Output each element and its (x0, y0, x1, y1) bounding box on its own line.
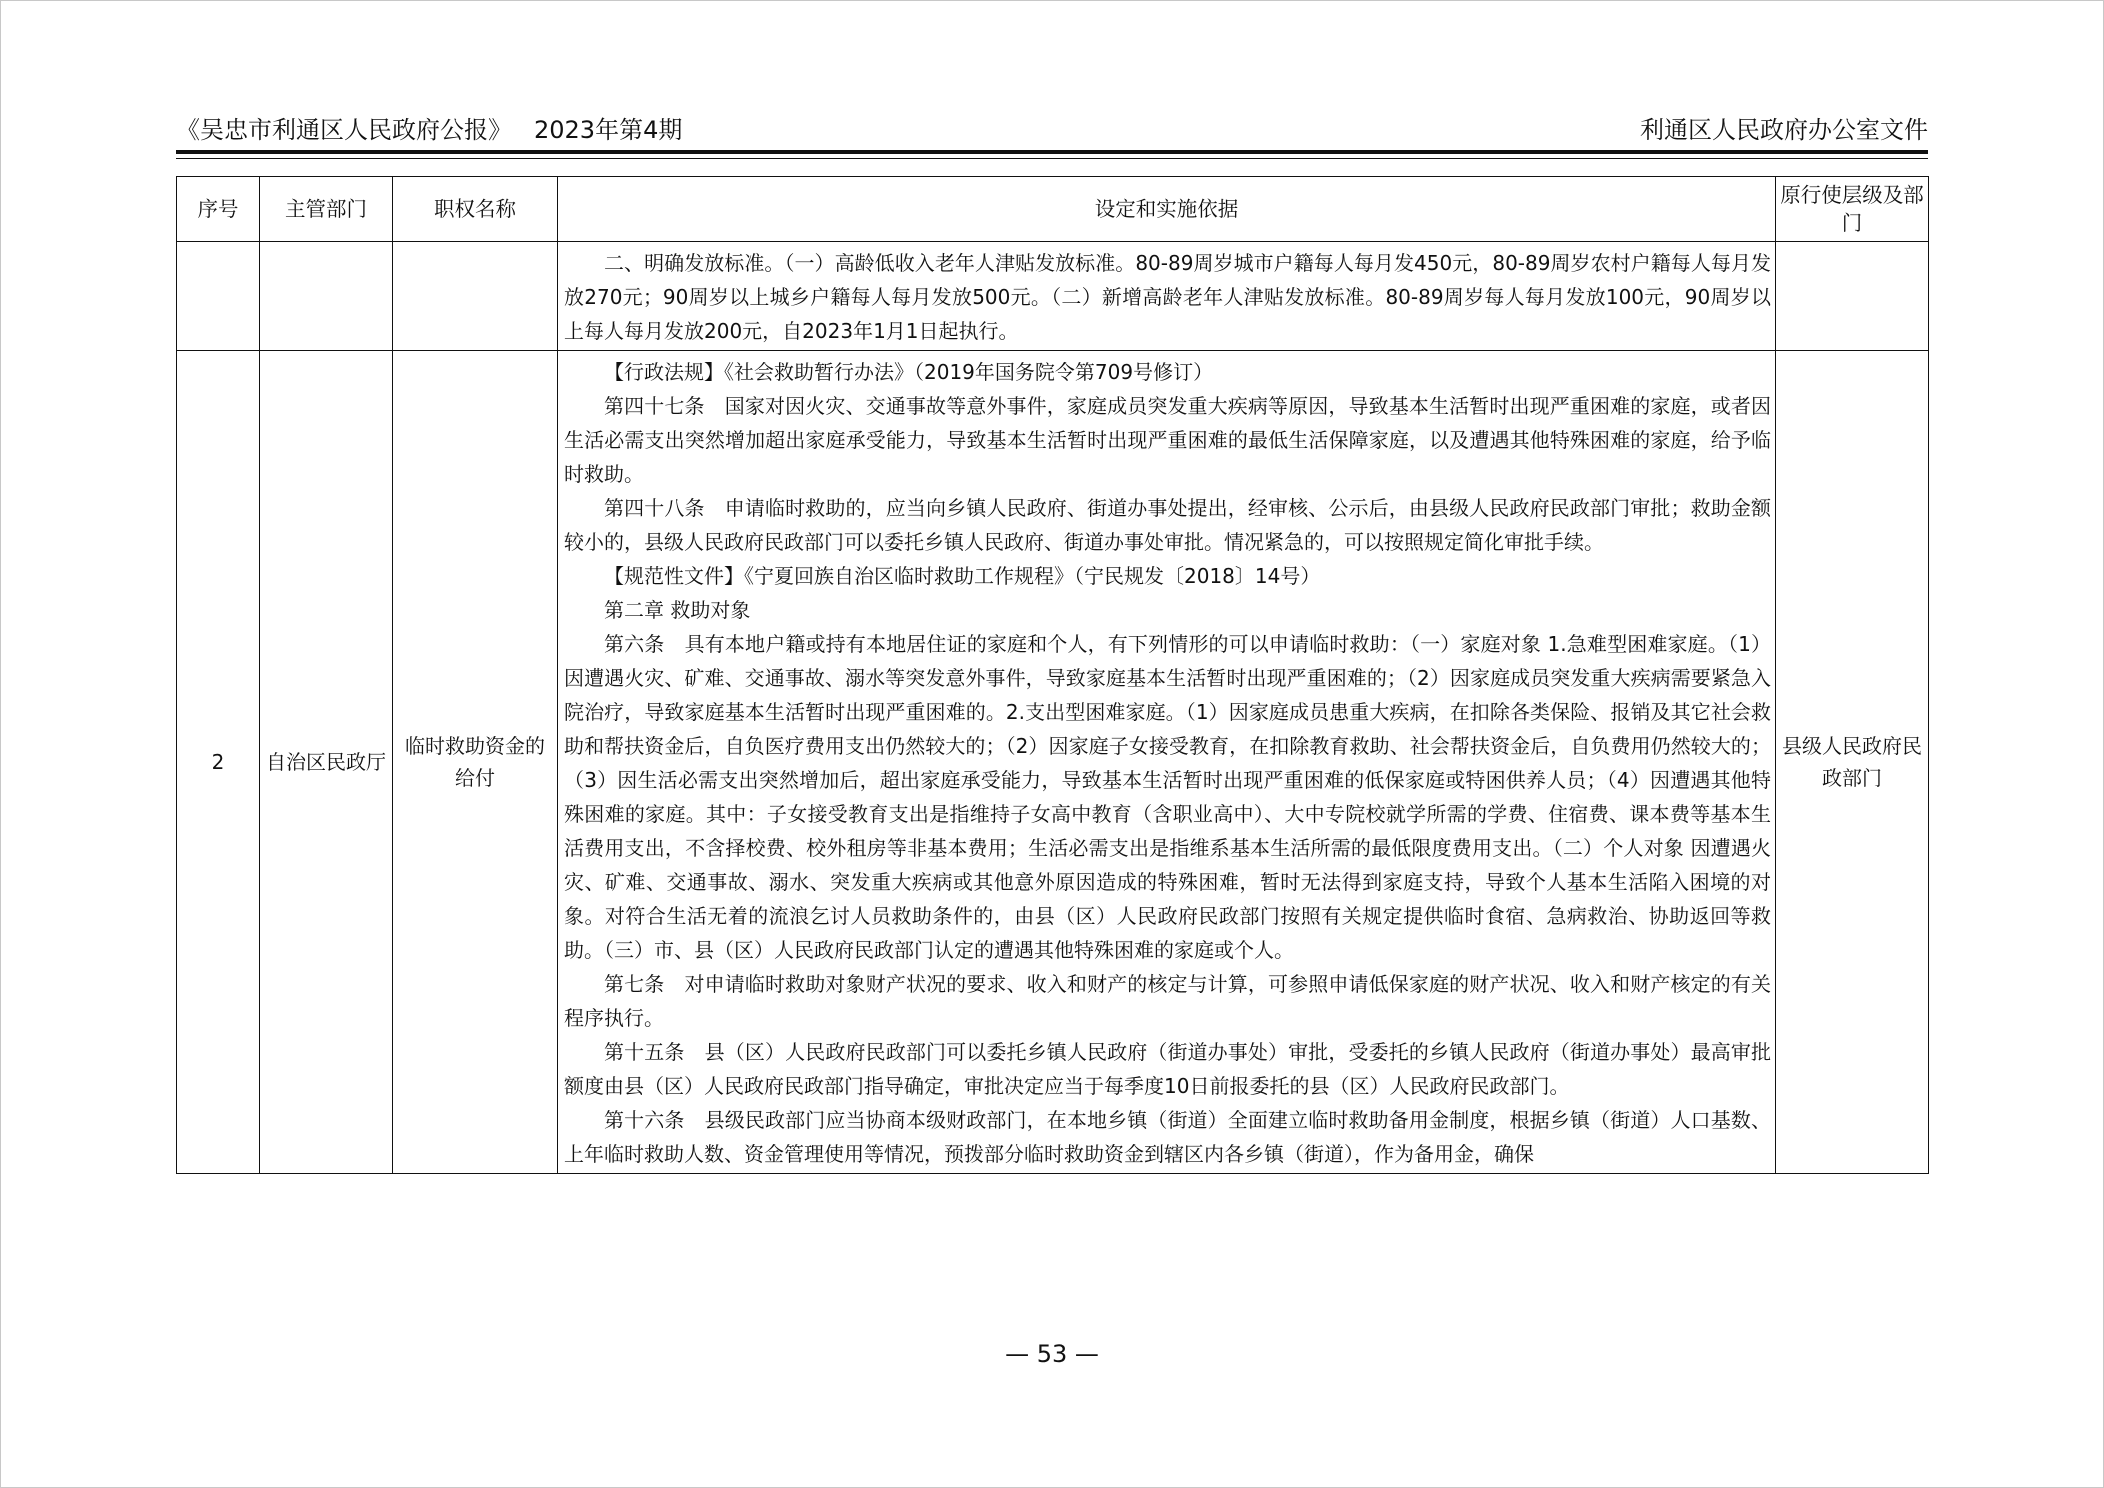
basis-paragraph: 第四十七条 国家对因火灾、交通事故等意外事件，家庭成员突发重大疾病等原因，导致基本生活暂时出现严重困难的家庭，或者因生活必需支出突然增加超出家庭承受能力，导致基本生活暂时出现严重困难的最低生活保障家庭，以及遭遇其他特殊困难的家庭，给予临时救助。 (564, 394, 1771, 486)
cell-power (393, 242, 558, 351)
basis-paragraph: 第二章 救助对象 (604, 598, 751, 622)
basis-paragraph: 【规范性文件】《宁夏回族自治区临时救助工作规程》（宁民规发〔2018〕14号） (604, 564, 1321, 588)
page-number: — 53 — (1005, 1340, 1099, 1368)
basis-paragraph: 第七条 对申请临时救助对象财产状况的要求、收入和财产的核定与计算，可参照申请低保家庭的财产状况、收入和财产核定的有关程序执行。 (564, 972, 1771, 1030)
col-header-level: 原行使层级及部门 (1776, 177, 1929, 242)
basis-paragraph: 二、明确发放标准。（一）高龄低收入老年人津贴发放标准。80-89周岁城市户籍每人每月发450元，80-89周岁农村户籍每人每月发放270元；90周岁以上城乡户籍每人每月发放500元。（二）新增高龄老年人津贴发放标准。80-89周岁每人每月发放100元，90周岁以上每人每月发放200元，自2023年1月1日起执行。 (564, 251, 1771, 343)
cell-no: 2 (177, 351, 260, 1174)
basis-paragraph: 第十六条 县级民政部门应当协商本级财政部门，在本地乡镇（街道）全面建立临时救助备用金制度，根据乡镇（街道）人口基数、上年临时救助人数、资金管理使用等情况，预拨部分临时救助资金到辖区内各乡镇（街道），作为备用金，确保 (564, 1108, 1771, 1166)
header-rule-thick (176, 150, 1928, 154)
header-office-title: 利通区人民政府办公室文件 (1640, 116, 1928, 144)
table-row (177, 242, 1929, 351)
publication-title: 《吴忠市利通区人民政府公报》 (176, 116, 512, 144)
table-header-row (177, 177, 1929, 242)
col-header-department: 主管部门 (260, 177, 393, 242)
col-header-power: 职权名称 (393, 177, 558, 242)
col-header-no: 序号 (177, 177, 260, 242)
cell-level (1776, 242, 1929, 351)
col-header-basis: 设定和实施依据 (558, 177, 1776, 242)
basis-paragraph: 【行政法规】《社会救助暂行办法》（2019年国务院令第709号修订） (604, 360, 1214, 384)
cell-department (260, 242, 393, 351)
table-row (177, 351, 1929, 1174)
cell-level: 县级人民政府民政部门 (1776, 351, 1929, 1174)
cell-no (177, 242, 260, 351)
header-rule-thin (176, 158, 1928, 159)
issue-number: 2023年第4期 (534, 116, 683, 144)
cell-basis (558, 351, 1776, 1174)
cell-power: 临时救助资金的给付 (393, 351, 558, 1174)
basis-paragraph: 第四十八条 申请临时救助的，应当向乡镇人民政府、街道办事处提出，经审核、公示后，由县级人民政府民政部门审批；救助金额较小的，县级人民政府民政部门可以委托乡镇人民政府、街道办事处审批。情况紧急的，可以按照规定简化审批手续。 (564, 496, 1771, 554)
header-publication (176, 110, 682, 145)
powers-table (176, 176, 1929, 1174)
basis-paragraph: 第六条 具有本地户籍或持有本地居住证的家庭和个人，有下列情形的可以申请临时救助：（一）家庭对象 1.急难型困难家庭。（1）因遭遇火灾、矿难、交通事故、溺水等突发意外事件，导致家庭基本生活暂时出现严重困难的；（2）因家庭成员突发重大疾病需要紧急入院治疗，导致家庭基本生活暂时出现严重困难的。2.支出型困难家庭。（1）因家庭成员患重大疾病，在扣除各类保险、报销及其它社会救助和帮扶资金后，自负医疗费用支出仍然较大的；（2）因家庭子女接受教育，在扣除教育救助、社会帮扶资金后，自负费用仍然较大的；（3）因生活必需支出突然增加后，超出家庭承受能力，导致基本生活暂时出现严重困难的低保家庭或特困供养人员；（4）因遭遇其他特殊困难的家庭。其中：子女接受教育支出是指维持子女高中教育（含职业高中）、大中专院校就学所需的学费、住宿费、课本费等基本生活费用支出，不含择校费、校外租房等非基本费用；生活必需支出是指维系基本生活所需的最低限度费用支出。（二）个人对象 因遭遇火灾、矿难、交通事故、溺水、突发重大疾病或其他意外原因造成的特殊困难，暂时无法得到家庭支持，导致个人基本生活陷入困境的对象。对符合生活无着的流浪乞讨人员救助条件的，由县（区）人民政府民政部门按照有关规定提供临时食宿、急病救治、协助返回等救助。（三）市、县（区）人民政府民政部门认定的遭遇其他特殊困难的家庭或个人。 (564, 632, 1771, 962)
page-header (176, 108, 1928, 144)
cell-department: 自治区民政厅 (260, 351, 393, 1174)
cell-basis (558, 242, 1776, 351)
basis-paragraph: 第十五条 县（区）人民政府民政部门可以委托乡镇人民政府（街道办事处）审批，受委托的乡镇人民政府（街道办事处）最高审批额度由县（区）人民政府民政部门指导确定，审批决定应当于每季度10日前报委托的县（区）人民政府民政部门。 (564, 1040, 1771, 1098)
